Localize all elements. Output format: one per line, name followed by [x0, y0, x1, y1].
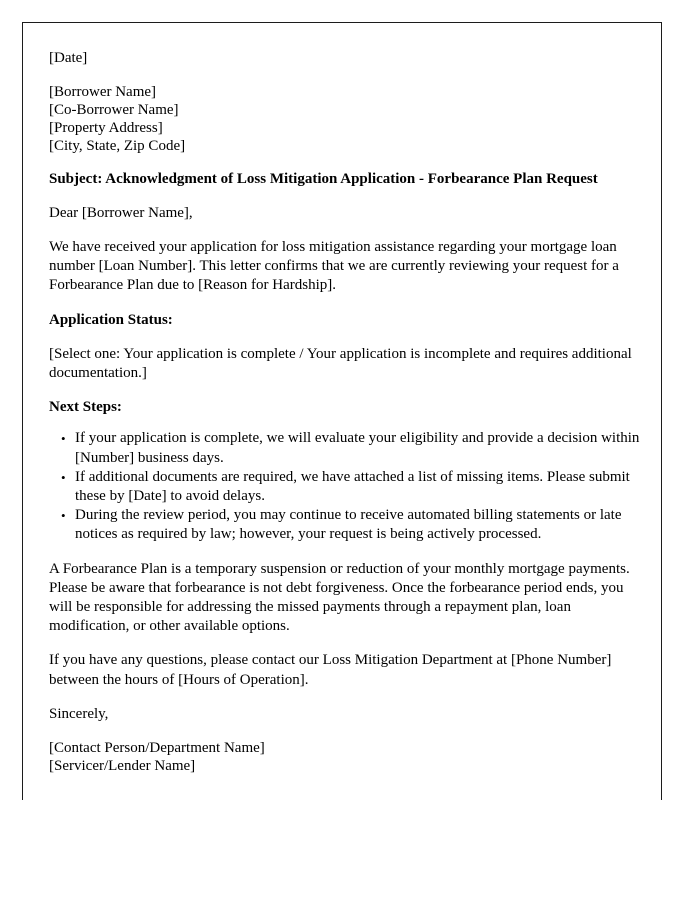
spacer: [49, 223, 641, 238]
list-item: [49, 429, 641, 467]
contact-paragraph: If you have any questions, please contact our Loss Mitigation Department at [Phone Number] between the hours of [Hours of Operation].: [49, 652, 612, 688]
salutation: Dear [Borrower Name],: [49, 204, 193, 221]
list-item-text: If additional documents are required, we have attached a list of missing items. Please submit these by [Date] to avoid delays.: [75, 468, 630, 504]
spacer: [49, 724, 641, 739]
spacer: [49, 330, 641, 345]
bullet-icon: •: [61, 508, 66, 524]
list-item: [49, 506, 641, 544]
spacer: [49, 636, 641, 651]
signature-line: [Contact Person/Department Name]: [49, 739, 265, 756]
letter-date: [Date]: [49, 50, 88, 66]
bullet-icon: •: [61, 431, 66, 447]
list-item: [49, 468, 641, 506]
spacer: [49, 189, 641, 204]
signature-block: [49, 739, 641, 775]
list-item-text: If your application is complete, we will evaluate your eligibility and provide a decision within [Number] business days.: [75, 430, 640, 466]
recipient-line: [Property Address]: [49, 119, 163, 136]
spacer: [49, 417, 641, 429]
document-page: [22, 22, 662, 800]
spacer: [49, 545, 641, 560]
spacer: [49, 383, 641, 398]
subject-line: Subject: Acknowledgment of Loss Mitigation Application - Forbearance Plan Request: [49, 170, 598, 187]
recipient-address-block: [49, 83, 641, 155]
closing-salutation: Sincerely,: [49, 705, 109, 722]
spacer: [49, 296, 641, 311]
application-status-heading: Application Status:: [49, 311, 173, 328]
forbearance-explanation-paragraph: A Forbearance Plan is a temporary suspension or reduction of your monthly mortgage payments. Please be aware that forbearance is not debt forgiveness. Once the forbearance period ends, you will be responsible for addressing the missed payments through a repayment plan, loan modification, or other available options.: [49, 560, 630, 635]
recipient-line: [Borrower Name]: [49, 83, 157, 100]
bullet-icon: •: [61, 469, 66, 485]
next-steps-heading: Next Steps:: [49, 399, 122, 416]
opening-paragraph: We have received your application for loss mitigation assistance regarding your mortgage loan number [Loan Number]. This letter confirms that we are currently reviewing your request for a Forbearance Plan due to [Reason for Hardship].: [49, 238, 619, 294]
list-item-text: During the review period, you may continue to receive automated billing statements or late notices as required by law; however, your request is being actively processed.: [75, 507, 622, 543]
spacer: [49, 68, 641, 83]
application-status-text: [Select one: Your application is complete / Your application is incomplete and requires additional documentation.]: [49, 345, 632, 381]
signature-line: [Servicer/Lender Name]: [49, 757, 196, 774]
document-body: [49, 49, 641, 775]
recipient-line: [City, State, Zip Code]: [49, 137, 186, 154]
spacer: [49, 690, 641, 705]
spacer: [49, 155, 641, 170]
next-steps-list: [49, 429, 641, 544]
recipient-line: [Co-Borrower Name]: [49, 101, 179, 118]
